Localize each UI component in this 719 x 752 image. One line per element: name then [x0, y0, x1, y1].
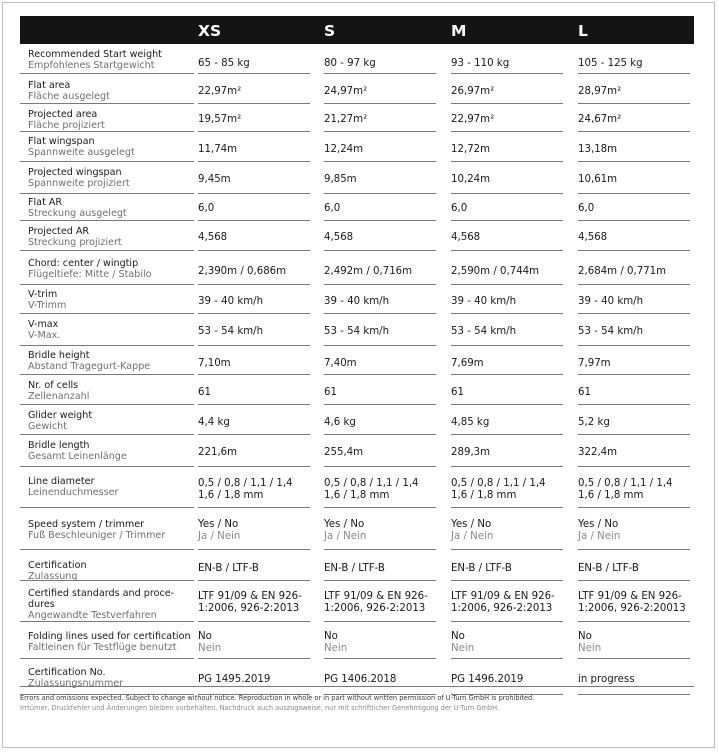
- value-cell-m: [451, 316, 563, 346]
- value-cell-l: [578, 407, 690, 435]
- value-cell-m: [451, 625, 563, 659]
- row-label-de: Zellenanzahl: [28, 391, 90, 402]
- value-cell-m: [451, 510, 563, 550]
- value-line: LTF 91/09 & EN 926-: [451, 591, 555, 602]
- value-cell-s: [324, 316, 436, 346]
- value-cell-s: [324, 468, 436, 508]
- row-label: [20, 510, 194, 550]
- value-line: 1,6 / 1,8 mm: [324, 490, 390, 501]
- value-cell-xs: [198, 134, 310, 162]
- value-cell-l: [578, 134, 690, 162]
- value-line: 0,5 / 0,8 / 1,1 / 1,4: [451, 478, 546, 489]
- value-cell-l: [578, 625, 690, 659]
- value-line: 1,6 / 1,8 mm: [451, 490, 517, 501]
- value-cell-m: [451, 46, 563, 74]
- value-line: Nein: [198, 643, 222, 654]
- value-line: No: [451, 631, 465, 642]
- spec-row-projected-wingspan: [20, 164, 694, 194]
- value-cell-s: [324, 625, 436, 659]
- value-line: EN-B / LTF-B: [578, 563, 639, 574]
- value-line: 39 - 40 km/h: [451, 296, 517, 307]
- row-label-de: Fuß Beschleuniger / Trimmer: [28, 530, 166, 541]
- row-label-de: Leinenduchmesser: [28, 487, 119, 498]
- spec-row-glider-weight: [20, 407, 694, 435]
- row-label: [20, 347, 194, 375]
- row-label-en-cont: dures: [28, 599, 55, 610]
- value-cell-l: [578, 347, 690, 375]
- value-cell-m: [451, 468, 563, 508]
- value-line: 4,568: [578, 232, 608, 243]
- value-cell-l: [578, 164, 690, 194]
- row-label: [20, 468, 194, 508]
- spec-row-v-max: [20, 316, 694, 346]
- value-line: Ja / Nein: [198, 531, 241, 542]
- spec-row-v-trim: [20, 286, 694, 314]
- value-cell-xs: [198, 510, 310, 550]
- disclaimer-en: Errors and omissions expected. Subject to change without notice. Reproduction in whole or in part without written permission of U-Turn GmbH is prohibited.: [20, 694, 535, 702]
- spec-row-speed-system: [20, 510, 694, 550]
- value-cell-s: [324, 347, 436, 375]
- value-line: 7,10m: [198, 358, 231, 369]
- value-line: 1,6 / 1,8 mm: [198, 490, 264, 501]
- value-cell-l: [578, 253, 690, 285]
- value-line: 6,0: [324, 203, 341, 214]
- value-line: 19,57m²: [198, 114, 242, 125]
- value-line: 61: [451, 387, 464, 398]
- row-label-de: Zulassungsnummer: [28, 678, 124, 689]
- row-label-en: Flat area: [28, 80, 71, 91]
- spec-row-line-diameter: [20, 468, 694, 508]
- row-label-de: Streckung ausgelegt: [28, 208, 127, 219]
- row-label-en: Projected area: [28, 109, 98, 120]
- value-line: 39 - 40 km/h: [198, 296, 264, 307]
- spec-row-chord: [20, 253, 694, 285]
- row-label-en: Recommended Start weight: [28, 49, 162, 60]
- value-line: 24,67m²: [578, 114, 622, 125]
- value-line: 2,684m / 0,771m: [578, 266, 667, 277]
- value-line: 22,97m²: [451, 114, 495, 125]
- value-line: 53 - 54 km/h: [324, 326, 390, 337]
- value-cell-xs: [198, 223, 310, 251]
- row-label-de: V-Max.: [28, 330, 61, 341]
- value-line: Yes / No: [451, 519, 492, 530]
- row-label-de: Zulassung: [28, 571, 78, 582]
- value-cell-l: [578, 195, 690, 221]
- value-cell-l: [578, 286, 690, 314]
- value-cell-m: [451, 105, 563, 132]
- value-cell-xs: [198, 407, 310, 435]
- value-line: 61: [324, 387, 337, 398]
- value-cell-s: [324, 407, 436, 435]
- value-cell-s: [324, 164, 436, 194]
- spec-row-bridle-length: [20, 437, 694, 467]
- value-line: 53 - 54 km/h: [451, 326, 517, 337]
- row-label-en: V-trim: [28, 289, 58, 300]
- row-label-en: Line diameter: [28, 476, 95, 487]
- value-cell-m: [451, 253, 563, 285]
- row-label: [20, 77, 194, 104]
- value-cell-s: [324, 510, 436, 550]
- value-line: PG 1495.2019: [198, 674, 271, 685]
- value-cell-xs: [198, 46, 310, 74]
- row-label-en: V-max: [28, 319, 59, 330]
- row-label-en: Flat wingspan: [28, 136, 95, 147]
- value-cell-s: [324, 286, 436, 314]
- disclaimer-de: Irrtümer, Druckfehler und Änderungen bleiben vorbehalten. Nachdruck auch auszugsweise, nur mit schriftlicher Genehmigung der U-Turn GmbH.: [20, 703, 500, 712]
- value-cell-s: [324, 377, 436, 405]
- value-line: 11,74m: [198, 144, 238, 155]
- value-cell-xs: [198, 377, 310, 405]
- row-label: [20, 164, 194, 194]
- row-label: [20, 286, 194, 314]
- value-cell-l: [578, 46, 690, 74]
- value-line: 24,97m²: [324, 86, 368, 97]
- value-cell-m: [451, 347, 563, 375]
- value-line: 21,27m²: [324, 114, 368, 125]
- size-header-m: M: [451, 22, 467, 40]
- value-cell-l: [578, 316, 690, 346]
- value-line: No: [578, 631, 592, 642]
- value-cell-m: [451, 407, 563, 435]
- row-label: [20, 625, 194, 659]
- size-header-l: L: [578, 22, 588, 40]
- value-line: No: [324, 631, 338, 642]
- value-line: LTF 91/09 & EN 926-: [324, 591, 428, 602]
- value-cell-s: [324, 552, 436, 581]
- value-line: 10,24m: [451, 174, 491, 185]
- row-label-en: Bridle length: [28, 440, 90, 451]
- value-line: 6,0: [198, 203, 215, 214]
- value-cell-m: [451, 437, 563, 467]
- value-line: 80 - 97 kg: [324, 58, 376, 69]
- value-cell-s: [324, 105, 436, 132]
- value-cell-s: [324, 46, 436, 74]
- value-line: 4,85 kg: [451, 417, 490, 428]
- value-line: 0,5 / 0,8 / 1,1 / 1,4: [324, 478, 419, 489]
- value-line: LTF 91/09 & EN 926-: [198, 591, 302, 602]
- value-line: 61: [578, 387, 591, 398]
- value-line: Nein: [324, 643, 348, 654]
- value-line: 61: [198, 387, 211, 398]
- value-cell-l: [578, 510, 690, 550]
- row-label: [20, 195, 194, 221]
- spec-row-cells: [20, 377, 694, 405]
- value-line: 4,568: [324, 232, 354, 243]
- row-label: [20, 583, 194, 622]
- value-line: 4,568: [198, 232, 228, 243]
- row-label: [20, 105, 194, 132]
- value-cell-s: [324, 134, 436, 162]
- spec-row-folding-lines: [20, 625, 694, 659]
- row-label-en: Folding lines used for certification: [28, 631, 191, 642]
- value-cell-m: [451, 164, 563, 194]
- value-line: 7,69m: [451, 358, 484, 369]
- value-line: 1:2006, 926-2:2013: [198, 603, 300, 614]
- value-line: 2,590m / 0,744m: [451, 266, 540, 277]
- row-label-en: Projected AR: [28, 226, 90, 237]
- row-label-de: Streckung projiziert: [28, 237, 122, 248]
- spec-row-flat-wingspan: [20, 134, 694, 162]
- value-cell-m: [451, 77, 563, 104]
- value-cell-l: [578, 377, 690, 405]
- value-line: 53 - 54 km/h: [578, 326, 644, 337]
- value-line: EN-B / LTF-B: [324, 563, 385, 574]
- value-line: 12,24m: [324, 144, 364, 155]
- value-line: in progress: [578, 674, 635, 685]
- value-line: 4,4 kg: [198, 417, 230, 428]
- value-cell-xs: [198, 625, 310, 659]
- value-cell-m: [451, 377, 563, 405]
- row-label-en: Projected wingspan: [28, 167, 122, 178]
- value-line: 6,0: [451, 203, 468, 214]
- row-label: [20, 253, 194, 285]
- value-cell-m: [451, 552, 563, 581]
- spec-row-flat-ar: [20, 195, 694, 221]
- value-line: 255,4m: [324, 447, 364, 458]
- value-line: Yes / No: [198, 519, 239, 530]
- value-line: 13,18m: [578, 144, 618, 155]
- value-cell-xs: [198, 347, 310, 375]
- size-header-s: S: [324, 22, 336, 40]
- value-line: EN-B / LTF-B: [451, 563, 512, 574]
- size-header-xs: XS: [198, 22, 222, 40]
- value-line: 4,568: [451, 232, 481, 243]
- spec-row-certification: [20, 552, 694, 581]
- row-label-de: Spannweite ausgelegt: [28, 147, 135, 158]
- row-label-en: Nr. of cells: [28, 380, 79, 391]
- row-label: [20, 407, 194, 435]
- row-label-de: Gewicht: [28, 421, 67, 432]
- value-cell-l: [578, 437, 690, 467]
- spec-row-bridle-height: [20, 347, 694, 375]
- value-cell-l: [578, 468, 690, 508]
- value-line: 7,40m: [324, 358, 357, 369]
- value-cell-xs: [198, 164, 310, 194]
- value-line: 1:2006, 926-2:2013: [324, 603, 426, 614]
- value-cell-xs: [198, 77, 310, 104]
- value-cell-xs: [198, 253, 310, 285]
- row-label-de: Gesamt Leinenlänge: [28, 451, 127, 462]
- row-label-de: Faltleinen für Testflüge benutzt: [28, 642, 177, 653]
- value-line: 289,3m: [451, 447, 491, 458]
- value-cell-xs: [198, 552, 310, 581]
- value-line: 1,6 / 1,8 mm: [578, 490, 644, 501]
- row-label-en: Flat AR: [28, 197, 63, 208]
- row-label: [20, 316, 194, 346]
- row-label-de: Spannweite projiziert: [28, 178, 130, 189]
- value-line: 0,5 / 0,8 / 1,1 / 1,4: [198, 478, 293, 489]
- value-cell-m: [451, 195, 563, 221]
- row-label-de: Empfohlenes Startgewicht: [28, 60, 155, 71]
- row-label-de: Flügeltiefe: Mitte / Stabilo: [28, 269, 152, 280]
- value-line: Yes / No: [324, 519, 365, 530]
- row-label: [20, 223, 194, 251]
- value-line: LTF 91/09 & EN 926-: [578, 591, 682, 602]
- value-line: PG 1496.2019: [451, 674, 524, 685]
- value-cell-l: [578, 583, 690, 622]
- row-label: [20, 377, 194, 405]
- row-label-en: Certification: [28, 560, 87, 571]
- value-line: Nein: [451, 643, 475, 654]
- value-cell-s: [324, 583, 436, 622]
- value-cell-xs: [198, 583, 310, 622]
- value-cell-xs: [198, 286, 310, 314]
- value-line: Nein: [578, 643, 602, 654]
- value-line: 39 - 40 km/h: [578, 296, 644, 307]
- value-line: 93 - 110 kg: [451, 58, 510, 69]
- value-cell-l: [578, 77, 690, 104]
- value-line: 12,72m: [451, 144, 491, 155]
- value-cell-m: [451, 286, 563, 314]
- value-cell-xs: [198, 437, 310, 467]
- value-line: 221,6m: [198, 447, 238, 458]
- disclaimer: [20, 686, 694, 713]
- row-label-en: Chord: center / wingtip: [28, 258, 139, 269]
- value-line: 26,97m²: [451, 86, 495, 97]
- spec-row-recommended-start-weight: [20, 46, 694, 74]
- spec-row-projected-ar: [20, 223, 694, 251]
- value-cell-s: [324, 253, 436, 285]
- value-line: 4,6 kg: [324, 417, 356, 428]
- value-cell-xs: [198, 316, 310, 346]
- row-label-de: Fläche projiziert: [28, 120, 105, 131]
- value-cell-s: [324, 437, 436, 467]
- row-label-de: V-Trimm: [28, 300, 67, 311]
- value-line: 1:2006, 926-2:20013: [578, 603, 686, 614]
- value-cell-l: [578, 223, 690, 251]
- value-cell-xs: [198, 105, 310, 132]
- value-line: EN-B / LTF-B: [198, 563, 259, 574]
- value-cell-m: [451, 583, 563, 622]
- value-line: Ja / Nein: [324, 531, 367, 542]
- row-label-en: Speed system / trimmer: [28, 519, 145, 530]
- value-cell-s: [324, 77, 436, 104]
- row-label-en: Glider weight: [28, 410, 93, 421]
- row-label: [20, 552, 194, 581]
- value-cell-xs: [198, 468, 310, 508]
- value-line: 28,97m²: [578, 86, 622, 97]
- row-label-de: Abstand Tragegurt-Kappe: [28, 361, 151, 372]
- value-line: 53 - 54 km/h: [198, 326, 264, 337]
- value-cell-l: [578, 552, 690, 581]
- value-line: 105 - 125 kg: [578, 58, 643, 69]
- spec-row-certified-standards: [20, 583, 694, 622]
- row-label: [20, 437, 194, 467]
- value-line: 0,5 / 0,8 / 1,1 / 1,4: [578, 478, 673, 489]
- spec-table: [20, 16, 694, 712]
- value-cell-xs: [198, 195, 310, 221]
- row-label-en: Certified standards and proce-: [28, 588, 175, 599]
- spec-row-flat-area: [20, 77, 694, 104]
- value-cell-l: [578, 105, 690, 132]
- row-label-en: Certification No.: [28, 667, 106, 678]
- value-line: Ja / Nein: [578, 531, 621, 542]
- value-line: 65 - 85 kg: [198, 58, 250, 69]
- row-label: [20, 134, 194, 162]
- value-line: 22,97m²: [198, 86, 242, 97]
- value-line: No: [198, 631, 212, 642]
- value-line: 1:2006, 926-2:2013: [451, 603, 553, 614]
- value-line: 5,2 kg: [578, 417, 610, 428]
- value-line: 9,45m: [198, 174, 231, 185]
- value-line: Ja / Nein: [451, 531, 494, 542]
- size-header-row: [20, 16, 694, 44]
- spec-row-projected-area: [20, 105, 694, 132]
- value-line: 2,492m / 0,716m: [324, 266, 413, 277]
- value-cell-m: [451, 134, 563, 162]
- value-line: 9,85m: [324, 174, 357, 185]
- row-label: [20, 46, 194, 74]
- row-label-de: Fläche ausgelegt: [28, 91, 110, 102]
- value-line: Yes / No: [578, 519, 619, 530]
- value-line: 2,390m / 0,686m: [198, 266, 287, 277]
- row-label-de: Angewandte Testverfahren: [28, 610, 157, 621]
- value-line: 10,61m: [578, 174, 618, 185]
- value-cell-s: [324, 195, 436, 221]
- value-cell-m: [451, 223, 563, 251]
- value-line: 322,4m: [578, 447, 618, 458]
- value-cell-s: [324, 223, 436, 251]
- value-line: PG 1406.2018: [324, 674, 397, 685]
- value-line: 39 - 40 km/h: [324, 296, 390, 307]
- row-label-en: Bridle height: [28, 350, 90, 361]
- value-line: 7,97m: [578, 358, 611, 369]
- value-line: 6,0: [578, 203, 595, 214]
